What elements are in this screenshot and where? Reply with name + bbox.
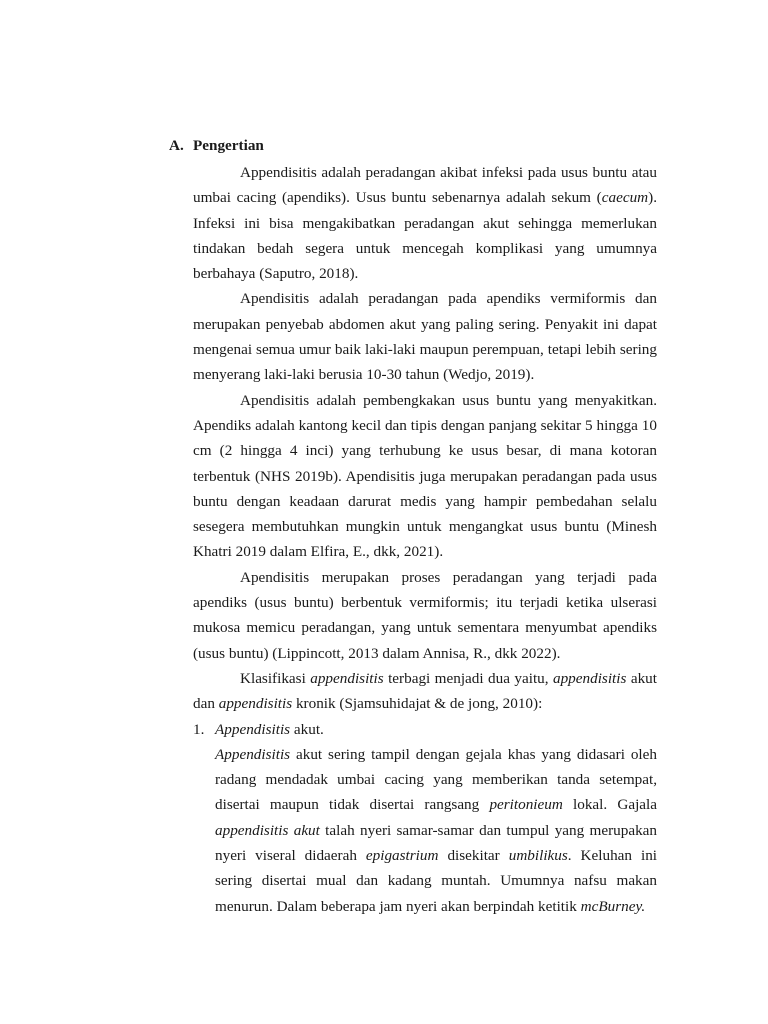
italic-term: peritonieum [489, 796, 563, 814]
paragraph-text: Appendisitis adalah peradangan akibat infeksi pada usus buntu atau umbai cacing (apendiks). Usus buntu sebenarnya adalah sekum ( [193, 164, 657, 207]
paragraph-text: Apendisitis adalah peradangan pada apendiks vermiformis dan merupakan penyebab abdomen akut yang paling sering. Penyakit ini dapat mengenai semua umur baik laki-laki maupun perempuan, tetapi lebih sering menyerang laki-laki berusia 10-30 tahun (Wedjo, 2019). [193, 290, 657, 384]
list-item-number: 1. [193, 720, 205, 738]
paragraph-text: Apendisitis adalah pembengkakan usus buntu yang menyakitkan. Apendiks adalah kantong kecil dan tipis dengan panjang sekitar 5 hingga 10 cm (2 hingga 4 inci) yang terhubung ke usus besar, di mana kotoran terbentuk (NHS 2019b). Apendisitis juga merupakan peradangan pada usus buntu dengan keadaan darurat medis yang hampir pembedahan selalu sesegera membutuhkan mungkin untuk mengangkat usus buntu (Minesh Khatri 2019 dalam Elfira, E., dkk, 2021). [193, 391, 657, 561]
italic-term: mcBurney. [580, 897, 646, 915]
italic-term: caecum [601, 189, 649, 207]
paragraph-text: Apendisitis merupakan proses peradangan yang terjadi pada apendiks (usus buntu) berbentuk vermiformis; itu terjadi ketika ulserasi mukosa memicu peradangan, yang untuk sementara menyumbat apendiks (usus buntu) (Lippincott, 2013 dalam Annisa, R., dkk 2022). [193, 568, 657, 662]
paragraph-text: lokal. Gajala [562, 796, 657, 814]
paragraph-2 [193, 286, 657, 387]
paragraph-text: akut sering tampil dengan gejala khas yang didasari oleh radang mendadak umbai cacing yang memberikan tanda setempat, disertai maupun tidak disertai rangsang [215, 745, 657, 814]
paragraph-text: disekitar [438, 847, 509, 865]
section-number: A. [169, 137, 184, 154]
italic-term: appendisitis [218, 695, 293, 713]
list-item [193, 717, 657, 742]
list-item-title-text: akut. [290, 720, 324, 738]
paragraph-text: akut dan [193, 669, 657, 713]
paragraph-4 [193, 565, 657, 666]
section-title: Pengertian [193, 137, 264, 154]
list-item-title [215, 717, 657, 742]
italic-term: appendisitis akut [215, 821, 320, 839]
paragraph-3 [193, 388, 657, 565]
paragraph-text: ). Infeksi ini bisa mengakibatkan peradangan akut sehingga memerlukan tindakan bedah segera untuk mencegah komplikasi yang umumnya berbahaya (Saputro, 2018). [193, 189, 657, 283]
document-body [193, 160, 657, 919]
paragraph-1 [193, 160, 657, 286]
paragraph-text: terbagi menjadi dua yaitu, [383, 669, 553, 687]
italic-term: Appendisitis [215, 720, 291, 738]
paragraph-text: talah nyeri samar-samar dan tumpul yang merupakan nyeri viseral didaerah [215, 821, 658, 865]
italic-term: appendisitis [552, 669, 627, 687]
italic-term: epigastrium [365, 847, 439, 865]
italic-term: appendisitis [310, 669, 384, 687]
italic-term: umbilikus [508, 847, 568, 865]
paragraph-5 [193, 666, 657, 717]
paragraph-text: . Keluhan ini sering disertai mual dan kadang muntah. Umumnya nafsu makan menurun. Dalam beberapa jam nyeri akan berpindah ketitik [215, 847, 658, 915]
list-item-body [193, 742, 657, 919]
section-heading [169, 136, 264, 156]
italic-term: Appendisitis [215, 745, 291, 763]
paragraph-text: kronik (Sjamsuhidajat & de jong, 2010): [292, 695, 543, 713]
paragraph-text: Klasifikasi [240, 669, 311, 687]
